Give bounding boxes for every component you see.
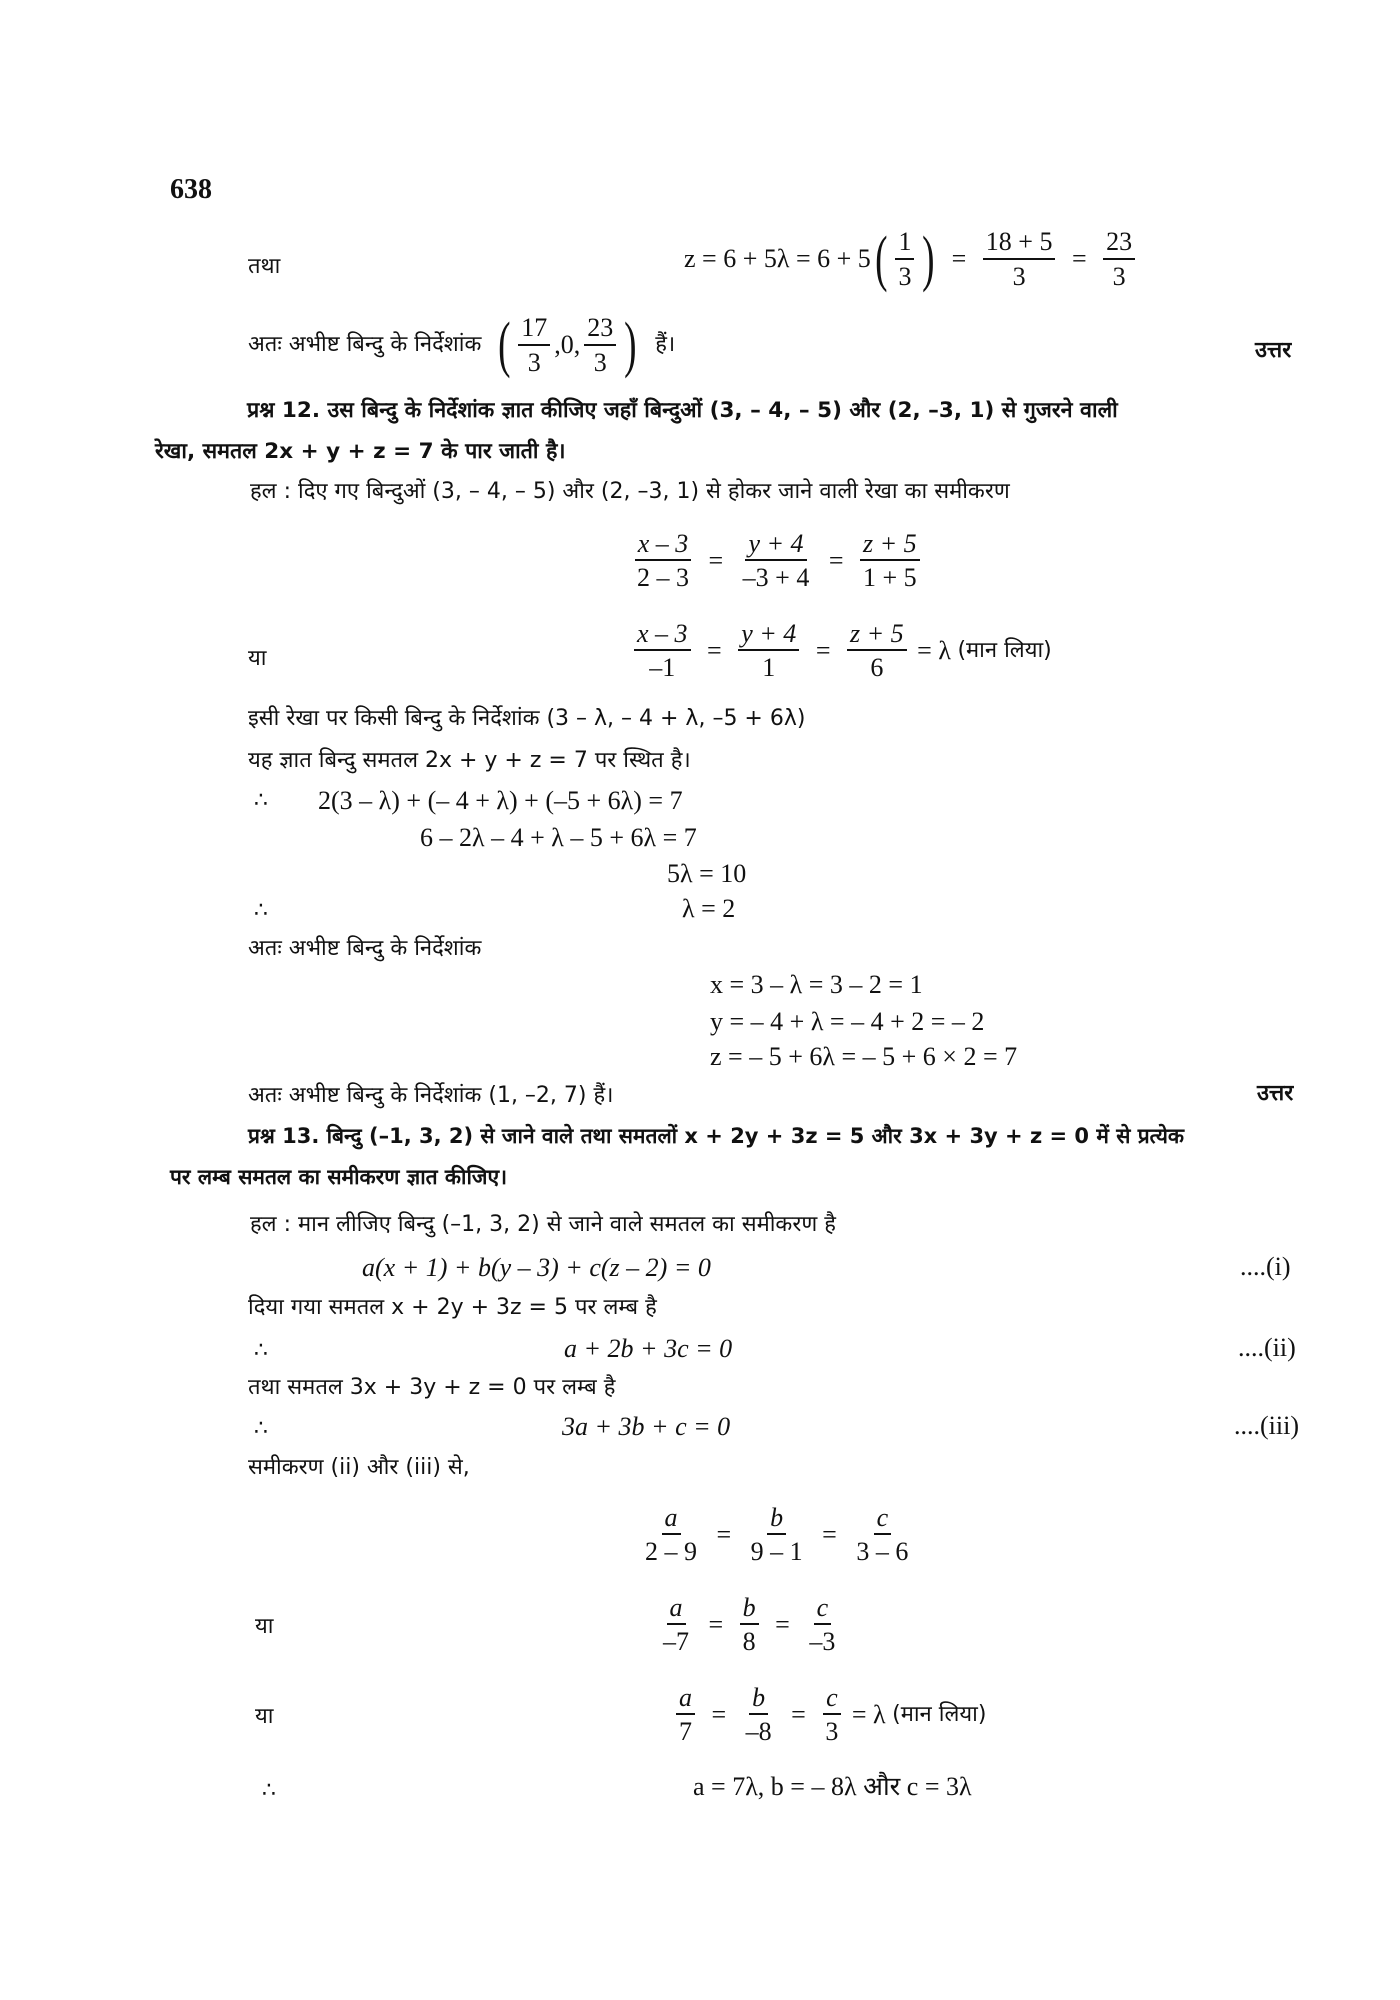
q13-question-line2: पर लम्ब समतल का समीकरण ज्ञात कीजिए। [170, 1165, 508, 1189]
q13-eq-i: a(x + 1) + b(y – 3) + c(z – 2) = 0 [362, 1253, 711, 1282]
answer-label: उत्तर [1255, 338, 1292, 363]
q12-solution-intro: हल : दिए गए बिन्दुओं (3, – 4, – 5) और (2, –3, 1) से होकर जाने वाली रेखा का समीकरण [250, 479, 1010, 504]
therefore-symbol: ∴ [254, 898, 268, 923]
paren-open: ( [874, 225, 888, 293]
q13-tag-ii: ....(ii) [1238, 1333, 1296, 1362]
fraction-23-thirds: $\frac{23}{3}$ [1103, 228, 1135, 290]
q13-ratio-3: $\frac{a}{7}$ = $\frac{b}{-8}$ = $\frac{c}{3}$ = λ (मान लिया) [672, 1684, 986, 1746]
q12-question-line2: रेखा, समतल 2x + y + z = 7 के पार जाती है। [155, 439, 566, 464]
q12-coord-z: z = – 5 + 6λ = – 5 + 6 × 2 = 7 [710, 1042, 1018, 1071]
coord-x-fraction: $\frac{17}{3}$ [518, 314, 550, 376]
coord-z-fraction: $\frac{23}{3}$ [584, 314, 616, 376]
therefore-symbol: ∴ [254, 1338, 268, 1363]
prev-result-line: अतः अभीष्ट बिन्दु के निर्देशांक ( $\frac{17}{3}$ ,0, $\frac{23}{3}$ ) हैं। [248, 311, 676, 379]
q12-line-equation: $\frac{x - 3}{2 - 3}$ = $\frac{y + 4}{-3 + 4}$ = $\frac{z + 5}{1 + 5}$ [630, 530, 924, 592]
q12-general-point: इसी रेखा पर किसी बिन्दु के निर्देशांक (3 – λ, – 4 + λ, –5 + 6λ) [248, 706, 806, 731]
q13-final: a = 7λ, b = – 8λ और c = 3λ [693, 1772, 972, 1801]
q13-question-line1: प्रश्न 13. बिन्दु (–1, 3, 2) से जाने वाले तथा समतलों x + 2y + 3z = 5 और 3x + 3y + z = 0 में से प्रत्येक [248, 1124, 1185, 1148]
q13-eq-iii: 3a + 3b + c = 0 [562, 1412, 731, 1441]
q12-coord-x: x = 3 – λ = 3 – 2 = 1 [710, 970, 923, 999]
therefore-symbol: ∴ [262, 1778, 276, 1803]
label-or: या [255, 1614, 274, 1639]
q12-answer: अतः अभीष्ट बिन्दु के निर्देशांक (1, –2, 7) हैं। [248, 1083, 614, 1108]
q13-solution-intro: हल : मान लीजिए बिन्दु (–1, 3, 2) से जाने वाले समतल का समीकरण है [250, 1212, 836, 1237]
q12-step-1: 2(3 – λ) + (– 4 + λ) + (–5 + 6λ) = 7 [318, 786, 683, 815]
q13-ratio-2: $\frac{a}{-7}$ = $\frac{b}{8}$ = $\frac{c}{-3}$ [663, 1593, 836, 1657]
paren-close: ) [922, 225, 935, 293]
therefore-symbol: ∴ [254, 788, 268, 813]
fraction-18-plus-5: $\frac{18 + 5}{3}$ [983, 228, 1056, 290]
q13-perp1: दिया गया समतल x + 2y + 3z = 5 पर लम्ब है [248, 1295, 657, 1320]
answer-label: उत्तर [1257, 1081, 1294, 1106]
q12-step-2: 6 – 2λ – 4 + λ – 5 + 6λ = 7 [420, 823, 697, 852]
q12-question-line1: प्रश्न 12. उस बिन्दु के निर्देशांक ज्ञात कीजिए जहाँ बिन्दुओं (3, – 4, – 5) और (2, –3, 1) से गुजरने वाली [247, 398, 1118, 423]
label-or: या [255, 1704, 274, 1729]
page-number: 638 [170, 174, 212, 205]
fraction-one-third: $\frac{1}{3}$ [895, 228, 914, 290]
q13-tag-iii: ....(iii) [1234, 1411, 1299, 1440]
therefore-symbol: ∴ [254, 1416, 268, 1441]
q13-eq-ii: a + 2b + 3c = 0 [564, 1334, 733, 1363]
label-or: या [248, 646, 267, 671]
q13-from-eqs: समीकरण (ii) और (iii) से, [248, 1455, 470, 1480]
label-and: तथा [248, 254, 281, 279]
z-equation: z = 6 + 5λ = 6 + 5( $\frac{1}{3}$ ) = $\frac{18 + 5}{3}$ = $\frac{23}{3}$ [684, 228, 1139, 290]
q12-lies-on-plane: यह ज्ञात बिन्दु समतल 2x + y + z = 7 पर स्थित है। [248, 748, 691, 773]
q12-coords-heading: अतः अभीष्ट बिन्दु के निर्देशांक [248, 936, 482, 961]
q12-step-4: λ = 2 [682, 894, 736, 923]
q12-coord-y: y = – 4 + λ = – 4 + 2 = – 2 [710, 1007, 985, 1036]
q12-line-equation-simplified: $\frac{x - 3}{-1}$ = $\frac{y + 4}{1}$ = $\frac{z + 5}{6}$ = λ (मान लिया) [630, 620, 1052, 682]
q13-perp2: तथा समतल 3x + 3y + z = 0 पर लम्ब है [248, 1375, 616, 1400]
z-equation-lhs: z = 6 + 5λ = 6 + 5 [684, 244, 871, 273]
q12-step-3: 5λ = 10 [667, 859, 747, 888]
q13-tag-i: ....(i) [1240, 1252, 1291, 1281]
q13-ratio-1: $\frac{a}{2 - 9}$ = $\frac{b}{9 - 1}$ = $\frac{c}{3 - 6}$ [645, 1503, 909, 1567]
